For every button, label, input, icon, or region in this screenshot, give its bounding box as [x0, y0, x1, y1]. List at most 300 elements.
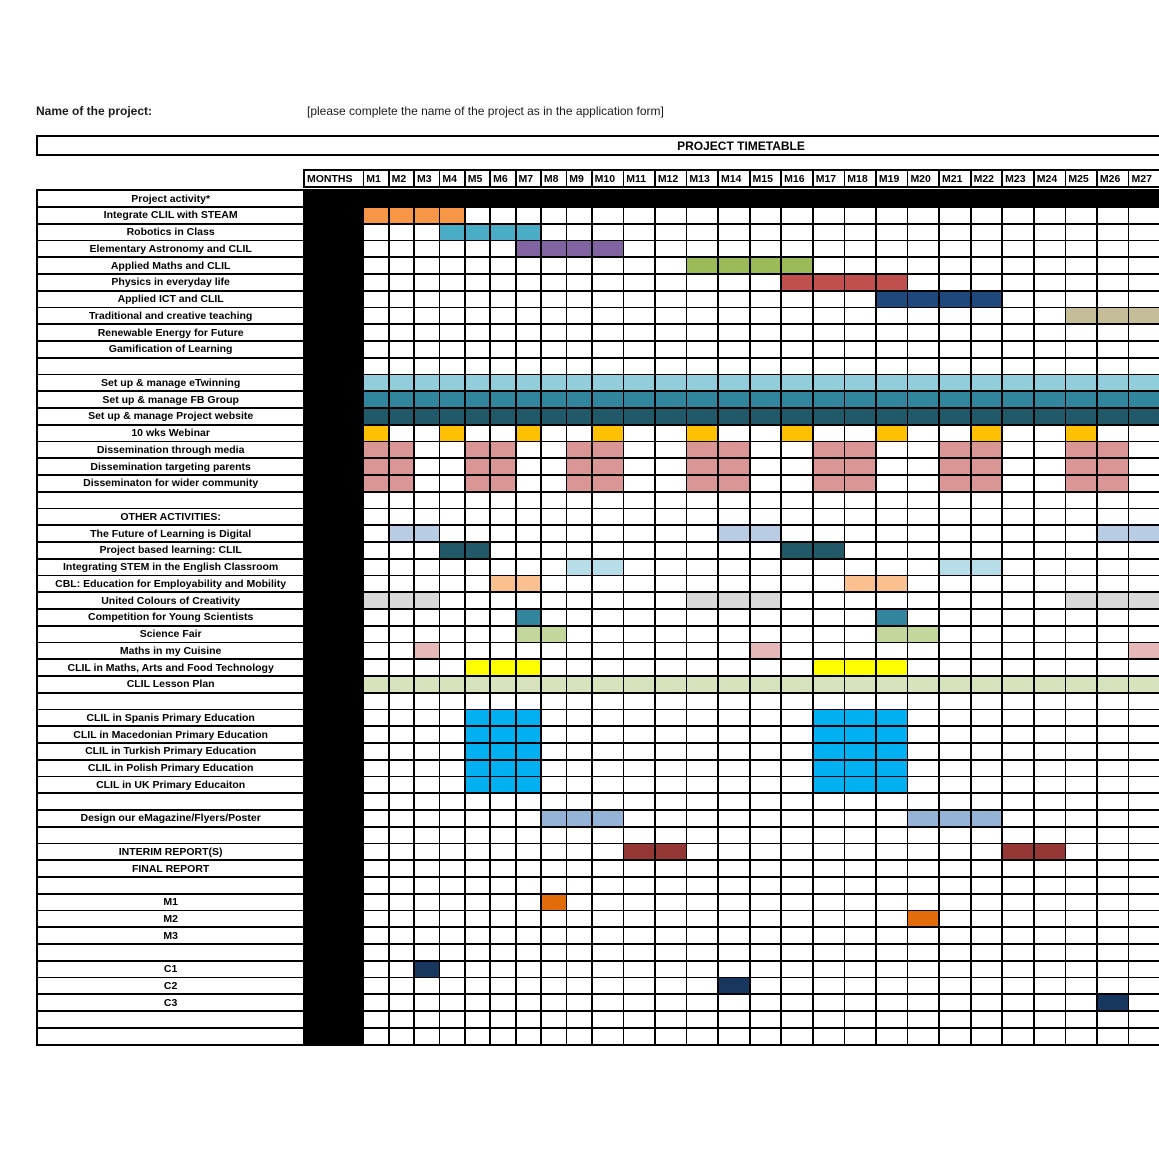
month-cell	[542, 794, 566, 809]
month-cell	[624, 962, 654, 977]
month-cell	[390, 710, 414, 725]
month-cell	[656, 476, 686, 491]
months-column-cell	[305, 627, 363, 642]
month-cell	[624, 1012, 654, 1027]
month-cell	[1098, 509, 1128, 524]
month-cell	[972, 643, 1002, 658]
month-cell	[814, 627, 844, 642]
month-cell	[656, 526, 686, 541]
month-cell	[1003, 258, 1033, 273]
month-cell	[491, 191, 515, 206]
month-cell	[814, 911, 844, 926]
month-cell	[656, 191, 686, 206]
month-cell	[1129, 660, 1159, 675]
month-cell	[751, 493, 781, 508]
month-cell	[415, 861, 439, 876]
month-cell	[542, 493, 566, 508]
bar-cell	[491, 409, 515, 424]
bar-cell	[1098, 476, 1128, 491]
month-cell	[440, 627, 464, 642]
bar-cell	[1035, 844, 1065, 859]
months-column-cell	[305, 509, 363, 524]
month-cell	[1098, 878, 1128, 893]
month-cell	[364, 710, 388, 725]
month-cell	[656, 995, 686, 1010]
month-cell	[1035, 325, 1065, 340]
month-cell	[491, 325, 515, 340]
months-column-cell	[305, 191, 363, 206]
month-cell	[1003, 459, 1033, 474]
months-column-cell	[305, 878, 363, 893]
month-cell	[593, 275, 623, 290]
month-cell	[751, 442, 781, 457]
month-cell	[364, 660, 388, 675]
month-cell	[845, 844, 875, 859]
month-cell	[542, 861, 566, 876]
month-cell	[624, 861, 654, 876]
month-cell	[491, 241, 515, 256]
month-cell	[593, 828, 623, 843]
bar-cell	[814, 275, 844, 290]
month-cell	[845, 560, 875, 575]
month-cell	[390, 258, 414, 273]
month-cell	[1129, 710, 1159, 725]
month-cell	[814, 225, 844, 240]
month-cell	[751, 945, 781, 960]
months-column-cell	[305, 543, 363, 558]
bar-cell	[1003, 677, 1033, 692]
month-cell	[751, 308, 781, 323]
activity-label	[38, 493, 303, 508]
bar-cell	[940, 459, 970, 474]
month-cell	[877, 526, 907, 541]
month-cell	[687, 978, 717, 993]
month-cell	[751, 828, 781, 843]
month-cell	[542, 426, 566, 441]
month-cell	[1035, 258, 1065, 273]
bar-cell	[491, 459, 515, 474]
month-cell	[364, 794, 388, 809]
month-cell	[1066, 292, 1096, 307]
month-cell	[415, 476, 439, 491]
month-cell	[1066, 928, 1096, 943]
month-cell	[624, 978, 654, 993]
month-cell	[390, 576, 414, 591]
month-cell	[364, 543, 388, 558]
month-cell	[1003, 426, 1033, 441]
bar-cell	[687, 409, 717, 424]
month-cell	[1035, 526, 1065, 541]
bar-cell	[940, 292, 970, 307]
month-cell	[593, 292, 623, 307]
month-cell	[940, 962, 970, 977]
month-cell	[440, 560, 464, 575]
month-cell	[972, 1029, 1002, 1044]
month-cell	[908, 710, 938, 725]
month-cell	[1098, 576, 1128, 591]
month-cell	[1035, 928, 1065, 943]
month-cell	[491, 509, 515, 524]
month-cell	[687, 962, 717, 977]
month-cell	[390, 861, 414, 876]
month-cell	[1129, 794, 1159, 809]
month-cell	[440, 359, 464, 374]
month-cell	[1098, 777, 1128, 792]
bar-cell	[940, 476, 970, 491]
month-cell	[1098, 811, 1128, 826]
month-cell	[845, 962, 875, 977]
month-cell	[593, 895, 623, 910]
month-cell	[940, 777, 970, 792]
month-cell	[1129, 878, 1159, 893]
month-cell	[877, 928, 907, 943]
month-cell	[1129, 342, 1159, 357]
month-cell	[364, 694, 388, 709]
month-cell	[466, 241, 490, 256]
bar-cell	[782, 677, 812, 692]
month-cell	[415, 543, 439, 558]
month-cell	[719, 208, 749, 223]
bar-cell	[719, 375, 749, 390]
bar-cell	[940, 677, 970, 692]
month-cell	[814, 241, 844, 256]
month-cell	[1098, 861, 1128, 876]
bar-cell	[1129, 593, 1159, 608]
month-cell	[415, 1029, 439, 1044]
bar-cell	[814, 476, 844, 491]
month-cell	[656, 744, 686, 759]
month-cell	[719, 493, 749, 508]
month-cell	[1066, 828, 1096, 843]
activity-label	[38, 945, 303, 960]
bar-cell	[908, 677, 938, 692]
month-cell	[567, 660, 591, 675]
month-cell	[877, 459, 907, 474]
month-cell	[390, 275, 414, 290]
month-cell	[940, 660, 970, 675]
month-cell	[751, 325, 781, 340]
month-cell	[908, 459, 938, 474]
bar-cell	[593, 811, 623, 826]
month-cell	[877, 643, 907, 658]
month-cell	[1003, 777, 1033, 792]
month-cell	[415, 627, 439, 642]
month-cell	[782, 627, 812, 642]
month-cell	[687, 928, 717, 943]
month-cell	[1129, 191, 1159, 206]
month-cell	[624, 995, 654, 1010]
month-cell	[751, 811, 781, 826]
month-cell	[1066, 325, 1096, 340]
month-cell	[972, 543, 1002, 558]
months-column-cell	[305, 694, 363, 709]
month-cell	[567, 275, 591, 290]
bar-cell	[719, 459, 749, 474]
month-cell	[517, 978, 541, 993]
activity-label	[38, 828, 303, 843]
bar-cell	[466, 476, 490, 491]
month-cell	[440, 593, 464, 608]
month-cell	[877, 593, 907, 608]
month-cell	[719, 426, 749, 441]
month-cell	[751, 878, 781, 893]
month-cell	[751, 342, 781, 357]
month-cell	[1035, 861, 1065, 876]
month-cell	[687, 911, 717, 926]
month-cell	[687, 627, 717, 642]
months-column-cell	[305, 777, 363, 792]
month-cell	[719, 744, 749, 759]
month-cell	[1066, 710, 1096, 725]
bar-cell	[466, 375, 490, 390]
month-cell	[1098, 241, 1128, 256]
month-cell	[517, 359, 541, 374]
bar-cell	[364, 677, 388, 692]
month-cell	[542, 258, 566, 273]
month-cell	[440, 978, 464, 993]
month-cell	[687, 761, 717, 776]
month-cell	[1098, 794, 1128, 809]
month-cell	[940, 275, 970, 290]
activity-label: Project based learning: CLIL	[38, 543, 303, 558]
month-cell	[687, 342, 717, 357]
month-cell	[364, 627, 388, 642]
bar-cell	[845, 727, 875, 742]
month-cell	[972, 241, 1002, 256]
month-header-cell: M14	[719, 171, 749, 186]
month-cell	[656, 694, 686, 709]
month-cell	[567, 978, 591, 993]
bar-cell	[466, 677, 490, 692]
month-cell	[656, 593, 686, 608]
activity-label: Set up & manage FB Group	[38, 392, 303, 407]
month-cell	[567, 191, 591, 206]
month-cell	[415, 928, 439, 943]
bar-cell	[542, 392, 566, 407]
bar-cell	[440, 426, 464, 441]
month-cell	[908, 476, 938, 491]
month-cell	[845, 928, 875, 943]
month-cell	[1035, 509, 1065, 524]
bar-cell	[415, 208, 439, 223]
bar-cell	[751, 677, 781, 692]
month-header-cell: M2	[390, 171, 414, 186]
bar-cell	[491, 392, 515, 407]
activity-label	[38, 794, 303, 809]
month-cell	[466, 526, 490, 541]
bar-cell	[845, 576, 875, 591]
month-cell	[782, 208, 812, 223]
bar-cell	[845, 777, 875, 792]
month-cell	[656, 359, 686, 374]
month-header-cell: M3	[415, 171, 439, 186]
month-cell	[719, 1012, 749, 1027]
bar-cell	[814, 761, 844, 776]
month-cell	[751, 761, 781, 776]
month-cell	[751, 727, 781, 742]
month-cell	[567, 828, 591, 843]
month-cell	[390, 426, 414, 441]
month-cell	[517, 995, 541, 1010]
month-cell	[687, 744, 717, 759]
bar-cell	[719, 258, 749, 273]
month-cell	[877, 509, 907, 524]
month-cell	[1035, 694, 1065, 709]
bar-cell	[364, 208, 388, 223]
month-cell	[517, 325, 541, 340]
month-cell	[390, 928, 414, 943]
month-cell	[593, 911, 623, 926]
bar-cell	[390, 409, 414, 424]
month-cell	[440, 861, 464, 876]
month-cell	[972, 627, 1002, 642]
month-cell	[415, 292, 439, 307]
month-cell	[390, 292, 414, 307]
month-cell	[656, 777, 686, 792]
month-cell	[719, 325, 749, 340]
month-cell	[687, 225, 717, 240]
bar-cell	[390, 593, 414, 608]
month-cell	[567, 543, 591, 558]
bar-cell	[415, 526, 439, 541]
month-cell	[440, 962, 464, 977]
bar-cell	[517, 627, 541, 642]
months-column-cell	[305, 710, 363, 725]
month-cell	[814, 292, 844, 307]
month-cell	[719, 911, 749, 926]
month-cell	[466, 945, 490, 960]
month-cell	[751, 275, 781, 290]
month-cell	[440, 292, 464, 307]
month-cell	[415, 660, 439, 675]
month-cell	[719, 962, 749, 977]
month-cell	[972, 995, 1002, 1010]
bar-cell	[364, 593, 388, 608]
bar-cell	[877, 275, 907, 290]
month-cell	[466, 643, 490, 658]
month-cell	[656, 861, 686, 876]
month-cell	[687, 643, 717, 658]
bar-cell	[814, 727, 844, 742]
month-cell	[390, 308, 414, 323]
month-cell	[1098, 610, 1128, 625]
activity-label: Renewable Energy for Future	[38, 325, 303, 340]
month-cell	[415, 878, 439, 893]
month-cell	[364, 342, 388, 357]
bar-cell	[908, 292, 938, 307]
month-cell	[466, 258, 490, 273]
month-cell	[687, 777, 717, 792]
month-cell	[466, 292, 490, 307]
month-cell	[1129, 225, 1159, 240]
month-cell	[390, 777, 414, 792]
month-cell	[466, 928, 490, 943]
bar-cell	[1066, 476, 1096, 491]
month-cell	[908, 744, 938, 759]
month-cell	[687, 660, 717, 675]
month-cell	[466, 844, 490, 859]
month-cell	[364, 576, 388, 591]
bar-cell	[491, 777, 515, 792]
month-cell	[719, 761, 749, 776]
month-cell	[1098, 828, 1128, 843]
month-cell	[567, 794, 591, 809]
month-cell	[624, 593, 654, 608]
month-cell	[877, 225, 907, 240]
month-cell	[466, 811, 490, 826]
month-cell	[719, 191, 749, 206]
month-cell	[364, 1029, 388, 1044]
bar-cell	[845, 761, 875, 776]
month-cell	[390, 493, 414, 508]
month-cell	[624, 191, 654, 206]
month-cell	[877, 241, 907, 256]
month-cell	[1129, 744, 1159, 759]
bar-cell	[687, 442, 717, 457]
months-column-cell	[305, 442, 363, 457]
month-cell	[814, 878, 844, 893]
month-cell	[567, 777, 591, 792]
month-cell	[908, 1012, 938, 1027]
month-cell	[415, 576, 439, 591]
month-cell	[1098, 258, 1128, 273]
month-cell	[364, 861, 388, 876]
month-cell	[364, 308, 388, 323]
bar-cell	[466, 777, 490, 792]
month-cell	[390, 978, 414, 993]
activity-label: Robotics in Class	[38, 225, 303, 240]
month-cell	[517, 643, 541, 658]
month-cell	[877, 359, 907, 374]
month-cell	[782, 744, 812, 759]
month-cell	[1066, 962, 1096, 977]
month-cell	[1003, 962, 1033, 977]
month-cell	[567, 610, 591, 625]
month-cell	[390, 962, 414, 977]
month-cell	[542, 878, 566, 893]
month-cell	[624, 342, 654, 357]
month-cell	[364, 962, 388, 977]
bar-cell	[567, 409, 591, 424]
month-cell	[1129, 275, 1159, 290]
month-cell	[719, 861, 749, 876]
month-cell	[624, 710, 654, 725]
bar-cell	[1098, 375, 1128, 390]
month-cell	[624, 476, 654, 491]
month-cell	[1129, 861, 1159, 876]
bar-cell	[624, 409, 654, 424]
month-cell	[782, 811, 812, 826]
bar-cell	[1035, 409, 1065, 424]
month-cell	[940, 694, 970, 709]
bar-cell	[466, 660, 490, 675]
month-cell	[1035, 241, 1065, 256]
month-cell	[972, 1012, 1002, 1027]
month-cell	[1098, 945, 1128, 960]
month-cell	[491, 627, 515, 642]
month-cell	[364, 191, 388, 206]
bar-cell	[466, 727, 490, 742]
month-cell	[491, 844, 515, 859]
month-cell	[491, 995, 515, 1010]
bar-cell	[877, 576, 907, 591]
month-cell	[390, 911, 414, 926]
month-cell	[845, 978, 875, 993]
bar-cell	[1129, 526, 1159, 541]
month-cell	[687, 308, 717, 323]
months-column-cell	[305, 426, 363, 441]
month-cell	[687, 208, 717, 223]
